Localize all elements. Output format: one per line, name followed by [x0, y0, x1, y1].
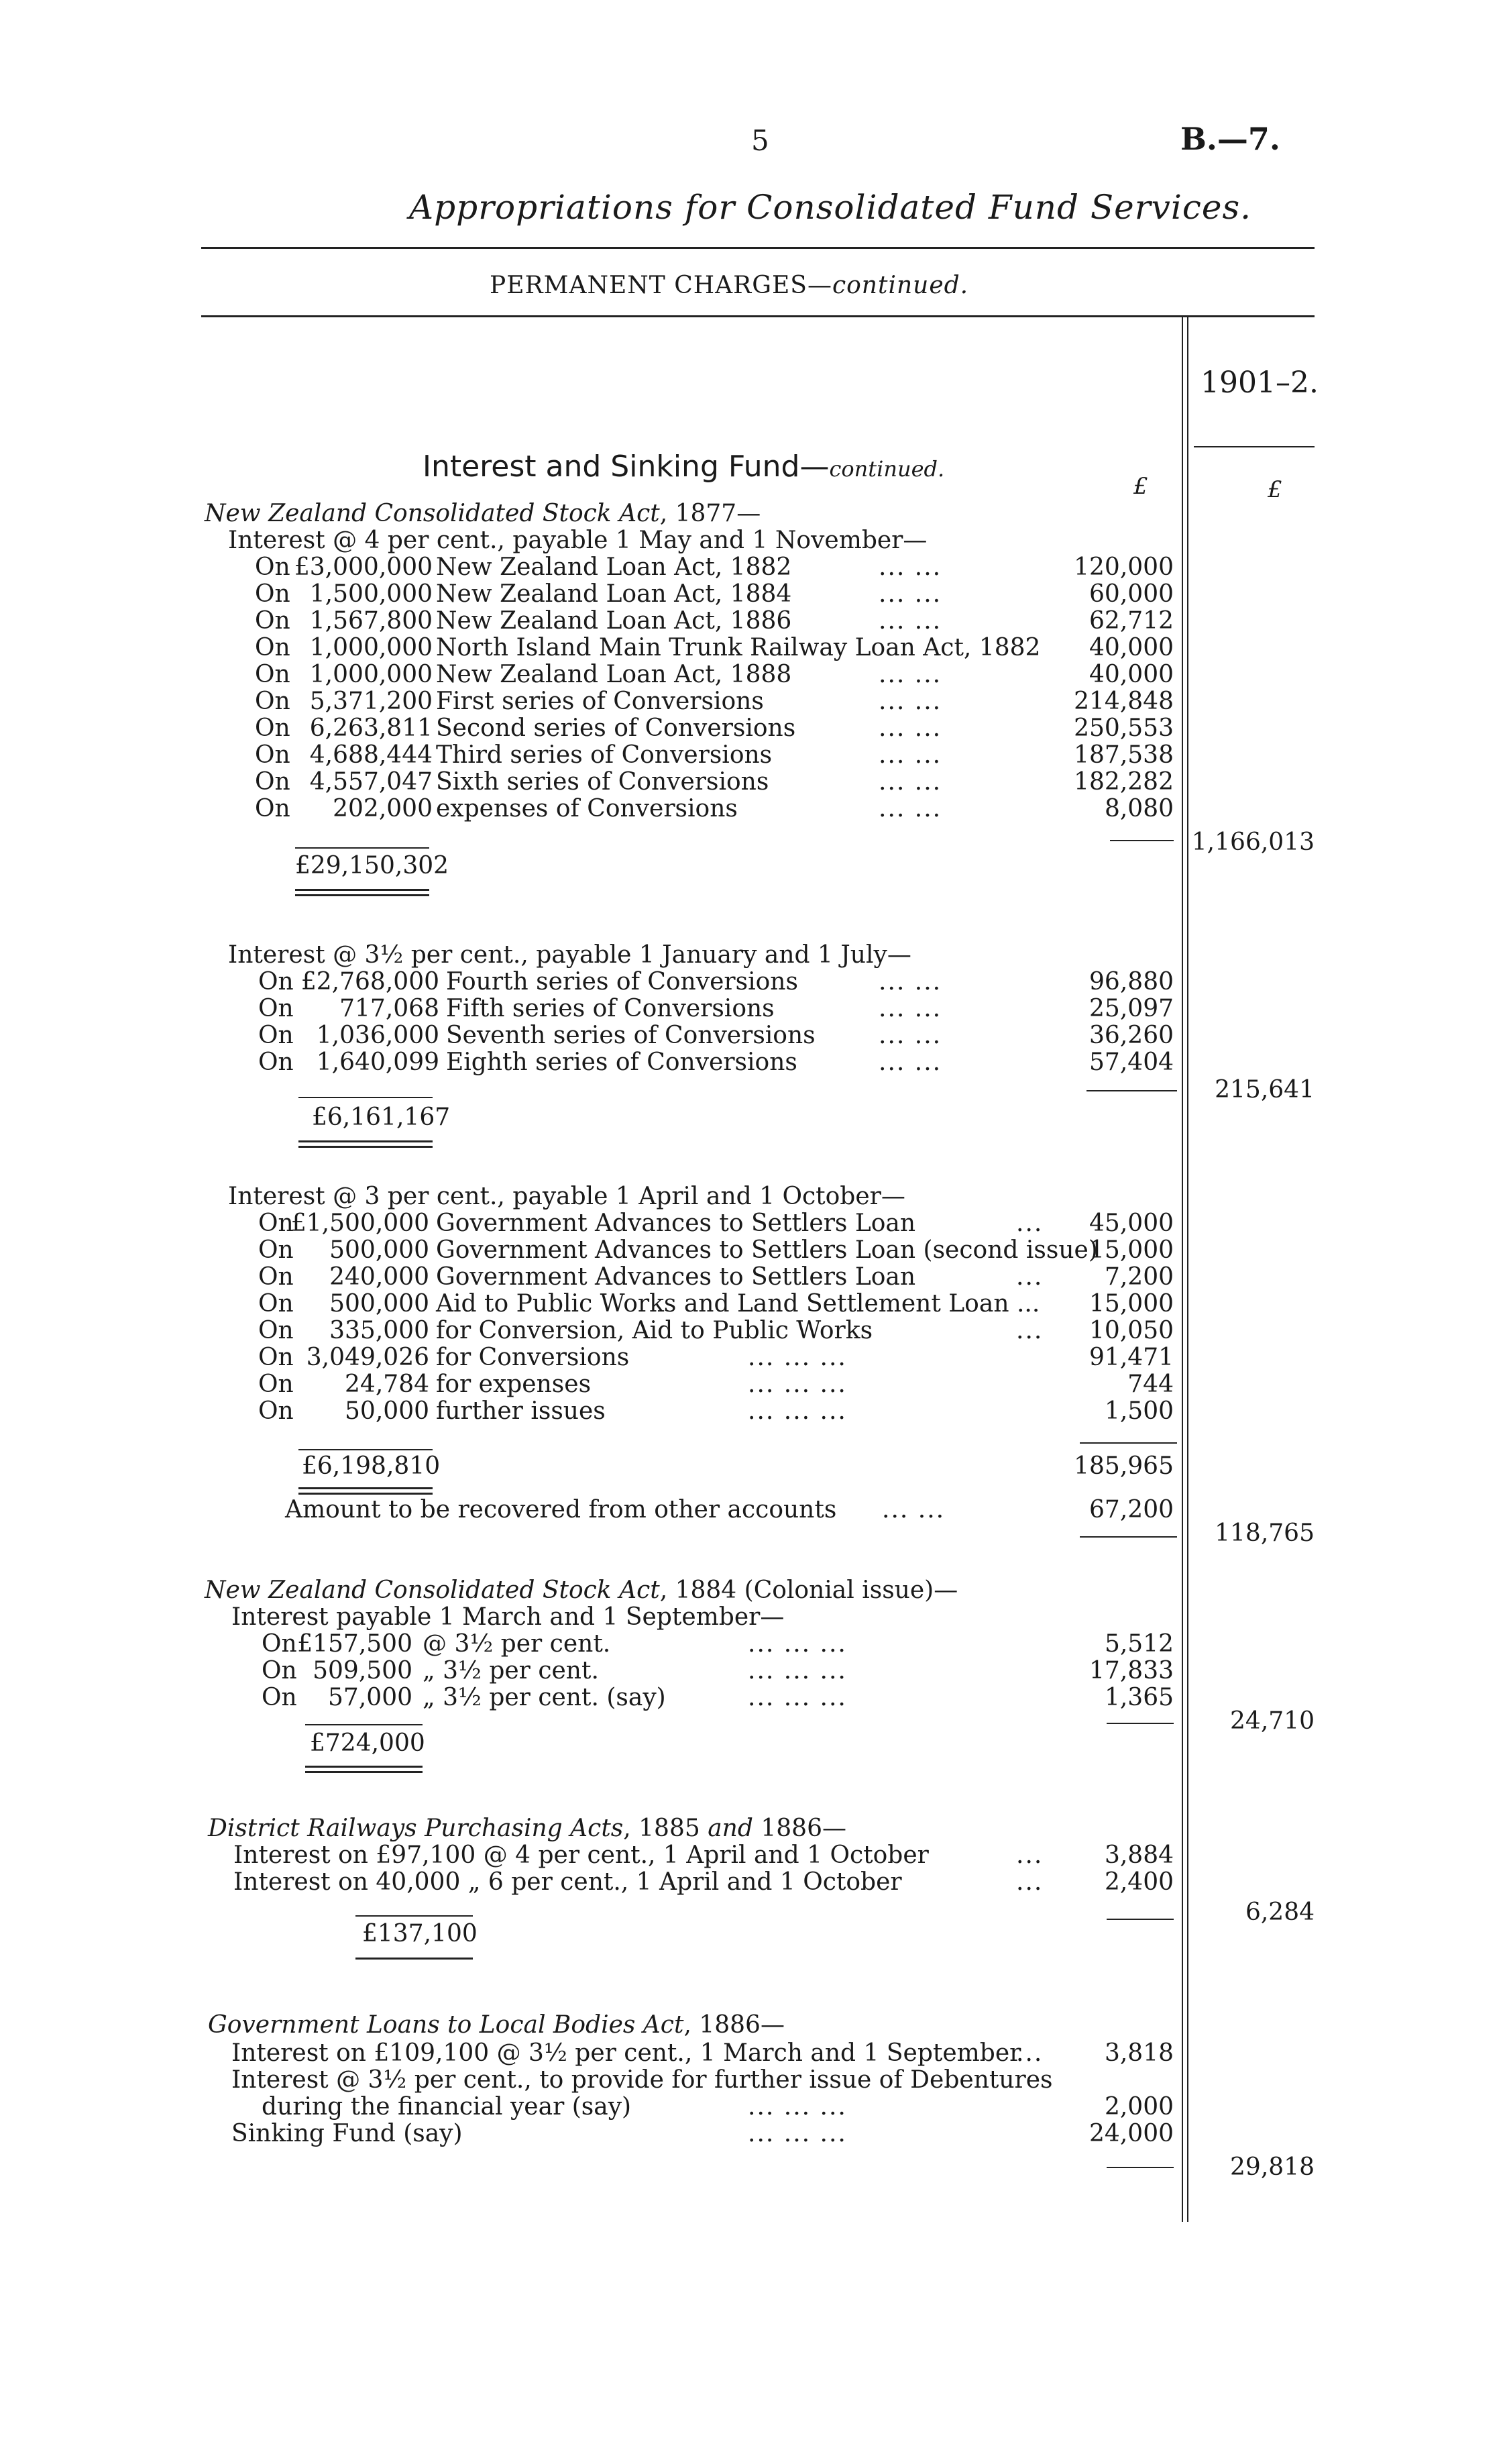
g5-act-name: District Railways Purchasing Acts: [208, 1815, 624, 1842]
g6-act-year: , 1886—: [683, 2011, 785, 2039]
row-amount: £3,000,000: [294, 553, 433, 581]
row-description: „ 3½ per cent. (say): [423, 1684, 666, 1711]
row-leader-dots: ... ... ...: [748, 1630, 847, 1658]
g3-subtotal-rule-top: [298, 1449, 433, 1450]
row-amount: 57,000: [328, 1684, 412, 1711]
g4-act: [205, 1576, 958, 1604]
g4-subtotal-rule-top: [305, 1724, 423, 1725]
row-on-label: On: [255, 714, 290, 742]
g6-row1: Interest on £109,100 @ 3½ per cent., 1 March and 1 September: [231, 2039, 1021, 2067]
g1-act-name: New Zealand Consolidated Stock Act: [205, 500, 660, 527]
row-on-label: On: [255, 580, 290, 608]
page-title: Appropriations for Consolidated Fund Services.: [409, 188, 1252, 227]
row-leader-dots: ... ...: [879, 580, 942, 608]
g2-column-rule: [1086, 1090, 1177, 1091]
row-description: New Zealand Loan Act, 1884: [436, 580, 792, 608]
row-value: 91,471: [1089, 1344, 1174, 1371]
g4-column-rule: [1107, 1723, 1174, 1724]
g6-row1-value: 3,818: [1104, 2039, 1174, 2067]
g3-column-subtotal: 185,965: [1074, 1452, 1174, 1480]
g1-total: 1,166,013: [1191, 828, 1315, 856]
row-description: Government Advances to Settlers Loan: [436, 1210, 916, 1237]
row-text: Interest on £97,100 @ 4 per cent., 1 April and 1 October: [233, 1841, 929, 1869]
column-divider-middle: [1182, 317, 1183, 2222]
row-value: 15,000: [1089, 1236, 1174, 1264]
row-value: 57,404: [1089, 1049, 1174, 1076]
row-description: New Zealand Loan Act, 1888: [436, 661, 792, 688]
row-amount: 1,640,099: [316, 1049, 439, 1076]
g6-column-rule: [1107, 2167, 1174, 2168]
row-leader-dots: ... ...: [879, 795, 942, 822]
row-on-label: On: [255, 661, 290, 688]
row-leader-dots: ...: [1016, 1317, 1044, 1344]
g2-total: 215,641: [1215, 1076, 1315, 1104]
g6-act-name: Government Loans to Local Bodies Act: [208, 2011, 684, 2039]
row-description: Government Advances to Settlers Loan: [436, 1263, 916, 1291]
row-on-label: On: [258, 1022, 294, 1049]
g6-row1-dots: ...: [1016, 2039, 1044, 2067]
g1-subtotal-rule-top: [295, 847, 429, 849]
g1-act-year: , 1877—: [659, 500, 761, 527]
g6-row3-value: 24,000: [1089, 2120, 1174, 2147]
g3-subtotal: £6,198,810: [302, 1452, 441, 1480]
pound-right-header: £: [1268, 476, 1282, 503]
row-leader-dots: ...: [1016, 1210, 1044, 1237]
row-description: Aid to Public Works and Land Settlement Loan ...: [436, 1290, 1040, 1318]
row-on-label: On: [255, 553, 290, 581]
g1-subtotal-rule-bottom2: [295, 894, 429, 896]
g6-act: [208, 2011, 785, 2039]
g2-subtotal-rule-top: [298, 1097, 433, 1098]
g6-row2-value: 2,000: [1104, 2093, 1174, 2121]
g4-heading: Interest payable 1 March and 1 September—: [231, 1603, 785, 1631]
row-value: 60,000: [1089, 580, 1174, 608]
g1-subtotal: £29,150,302: [295, 852, 449, 879]
g3-recover-dots: ... ...: [882, 1496, 946, 1523]
row-amount: 5,371,200: [309, 688, 433, 715]
row-description: New Zealand Loan Act, 1882: [436, 553, 792, 581]
g5-act: [208, 1815, 846, 1842]
row-text: Interest on 40,000 „ 6 per cent., 1 April and 1 October: [233, 1868, 902, 1896]
row-value: 182,282: [1074, 768, 1174, 796]
g6-row3-dots: ... ... ...: [748, 2120, 847, 2147]
row-on-label: On: [258, 1210, 294, 1237]
g3-recover-rule: [1080, 1536, 1177, 1538]
row-amount: 509,500: [313, 1657, 412, 1684]
row-amount: 500,000: [329, 1236, 429, 1264]
row-leader-dots: ... ...: [879, 714, 942, 742]
row-value: 40,000: [1089, 634, 1174, 661]
g6-row2b: during the financial year (say): [262, 2093, 632, 2121]
g5-subtotal: £137,100: [362, 1920, 478, 1947]
row-on-label: On: [258, 1317, 294, 1344]
row-leader-dots: ... ...: [879, 968, 942, 996]
row-amount: 335,000: [329, 1317, 429, 1344]
row-value: 40,000: [1089, 661, 1174, 688]
row-amount: 50,000: [345, 1397, 429, 1425]
section-title-main: Interest and Sinking Fund—: [423, 449, 830, 484]
row-on-label: On: [255, 688, 290, 715]
row-leader-dots: ... ... ...: [748, 1371, 847, 1398]
row-leader-dots: ... ... ...: [748, 1684, 847, 1711]
g3-recover-label: Amount to be recovered from other accounts: [285, 1496, 837, 1523]
row-amount: 240,000: [329, 1263, 429, 1291]
row-on-label: On: [262, 1684, 297, 1711]
row-value: 10,050: [1089, 1317, 1174, 1344]
g6-row2a: Interest @ 3½ per cent., to provide for further issue of Debentures: [231, 2066, 1053, 2094]
row-leader-dots: ... ...: [879, 768, 942, 796]
row-leader-dots: ... ...: [879, 688, 942, 715]
row-amount: 1,500,000: [309, 580, 433, 608]
row-value: 45,000: [1089, 1210, 1174, 1237]
row-amount: 202,000: [333, 795, 433, 822]
row-leader-dots: ... ...: [879, 661, 942, 688]
g4-act-name: New Zealand Consolidated Stock Act: [205, 1576, 660, 1604]
page-number: 5: [751, 124, 769, 157]
row-description: Government Advances to Settlers Loan (second issue): [436, 1236, 1098, 1264]
row-on-label: On: [255, 741, 290, 769]
row-value: 7,200: [1104, 1263, 1174, 1291]
row-description: North Island Main Trunk Railway Loan Act, 1882: [436, 634, 1041, 661]
row-description: „ 3½ per cent.: [423, 1657, 599, 1684]
row-leader-dots: ... ...: [879, 553, 942, 581]
row-on-label: On: [255, 634, 290, 661]
g5-column-rule: [1107, 1919, 1174, 1920]
section-title-continued: continued.: [829, 456, 945, 482]
column-divider-left: [1187, 317, 1188, 2222]
row-description: Sixth series of Conversions: [436, 768, 769, 796]
row-description: for Conversion, Aid to Public Works: [436, 1317, 873, 1344]
page-subtitle: [490, 272, 968, 299]
row-on-label: On: [255, 607, 290, 635]
g5-act-mid: , 1885: [623, 1815, 708, 1842]
row-amount: 500,000: [329, 1290, 429, 1318]
row-amount: 24,784: [345, 1371, 429, 1398]
row-leader-dots: ...: [1016, 1263, 1044, 1291]
row-leader-dots: ... ...: [879, 607, 942, 635]
g1-act: [205, 500, 761, 527]
row-amount: £2,768,000: [300, 968, 439, 996]
row-value: 1,365: [1104, 1684, 1174, 1711]
row-value: 5,512: [1104, 1630, 1174, 1658]
g2-heading: Interest @ 3½ per cent., payable 1 January and 1 July—: [228, 941, 911, 969]
row-leader-dots: ... ...: [879, 1049, 942, 1076]
row-description: New Zealand Loan Act, 1886: [436, 607, 792, 635]
row-leader-dots: ...: [1016, 1868, 1044, 1896]
row-amount: 3,049,026: [306, 1344, 429, 1371]
row-on-label: On: [258, 1263, 294, 1291]
g3-column-rule: [1080, 1442, 1177, 1444]
g6-total: 29,818: [1230, 2153, 1315, 2181]
row-on-label: On: [258, 1397, 294, 1425]
row-description: Eighth series of Conversions: [446, 1049, 797, 1076]
year-column-header: 1901–2.: [1201, 366, 1319, 400]
row-leader-dots: ... ... ...: [748, 1657, 847, 1684]
row-description: for expenses: [436, 1371, 592, 1398]
document-reference: B.—7.: [1180, 121, 1280, 157]
row-description: First series of Conversions: [436, 688, 764, 715]
row-description: Fifth series of Conversions: [446, 995, 775, 1022]
row-on-label: On: [258, 1236, 294, 1264]
row-value: 3,884: [1104, 1841, 1174, 1869]
row-leader-dots: ... ... ...: [748, 1344, 847, 1371]
g2-subtotal-rule-bottom2: [298, 1146, 433, 1148]
row-value: 96,880: [1089, 968, 1174, 996]
row-on-label: On: [258, 1290, 294, 1318]
row-value: 744: [1127, 1371, 1174, 1398]
g5-act-end: 1886—: [752, 1815, 846, 1842]
row-description: expenses of Conversions: [436, 795, 738, 822]
row-value: 214,848: [1074, 688, 1174, 715]
title-rule: [201, 247, 1315, 249]
subtitle-continued: continued.: [832, 272, 969, 299]
row-on-label: On: [258, 968, 294, 996]
g3-subtotal-rule-bottom: [298, 1487, 433, 1489]
g2-subtotal: £6,161,167: [312, 1104, 451, 1131]
row-leader-dots: ... ...: [879, 1022, 942, 1049]
row-leader-dots: ... ...: [879, 741, 942, 769]
row-on-label: On: [262, 1630, 297, 1658]
g4-subtotal-rule-bottom2: [305, 1771, 423, 1773]
section-title: [423, 449, 944, 484]
year-rule: [1194, 446, 1315, 447]
g5-act-and: and: [708, 1815, 753, 1842]
subtitle-main: PERMANENT CHARGES—: [490, 272, 832, 299]
row-value: 36,260: [1089, 1022, 1174, 1049]
row-amount: 6,263,811: [309, 714, 433, 742]
row-amount: £157,500: [297, 1630, 412, 1658]
row-on-label: On: [255, 768, 290, 796]
row-leader-dots: ... ... ...: [748, 1397, 847, 1425]
row-on-label: On: [262, 1657, 297, 1684]
row-description: Second series of Conversions: [436, 714, 796, 742]
row-amount: 717,068: [339, 995, 439, 1022]
row-leader-dots: ... ...: [879, 995, 942, 1022]
row-on-label: On: [258, 1344, 294, 1371]
row-value: 2,400: [1104, 1868, 1174, 1896]
g4-act-year: , 1884 (Colonial issue)—: [659, 1576, 958, 1604]
row-amount: 1,036,000: [316, 1022, 439, 1049]
g3-recover-value: 67,200: [1089, 1496, 1174, 1523]
row-amount: 1,000,000: [309, 634, 433, 661]
row-value: 8,080: [1104, 795, 1174, 822]
row-amount: 4,688,444: [309, 741, 433, 769]
g1-column-rule: [1110, 840, 1174, 841]
row-amount: 1,567,800: [309, 607, 433, 635]
row-description: Third series of Conversions: [436, 741, 773, 769]
g4-total: 24,710: [1230, 1707, 1315, 1735]
row-value: 62,712: [1089, 607, 1174, 635]
g5-subtotal-rule-top: [355, 1915, 473, 1917]
row-leader-dots: ...: [1016, 1841, 1044, 1869]
row-value: 17,833: [1089, 1657, 1174, 1684]
g5-total: 6,284: [1245, 1898, 1315, 1926]
g5-subtotal-rule-bottom: [355, 1958, 473, 1960]
row-description: Fourth series of Conversions: [446, 968, 798, 996]
row-value: 250,553: [1074, 714, 1174, 742]
row-description: Seventh series of Conversions: [446, 1022, 816, 1049]
g1-heading: Interest @ 4 per cent., payable 1 May and 1 November—: [228, 527, 928, 554]
row-value: 120,000: [1074, 553, 1174, 581]
row-value: 15,000: [1089, 1290, 1174, 1318]
row-amount: £1,500,000: [290, 1210, 429, 1237]
row-value: 187,538: [1074, 741, 1174, 769]
row-amount: 1,000,000: [309, 661, 433, 688]
row-value: 1,500: [1104, 1397, 1174, 1425]
row-on-label: On: [258, 1371, 294, 1398]
row-description: further issues: [436, 1397, 606, 1425]
row-description: for Conversions: [436, 1344, 630, 1371]
pound-left-header: £: [1133, 473, 1148, 500]
row-on-label: On: [258, 995, 294, 1022]
g3-heading: Interest @ 3 per cent., payable 1 April and 1 October—: [228, 1183, 905, 1210]
row-on-label: On: [258, 1049, 294, 1076]
g4-subtotal-rule-bottom: [305, 1766, 423, 1768]
g3-total: 118,765: [1215, 1519, 1315, 1547]
g1-subtotal-rule-bottom: [295, 889, 429, 891]
g2-subtotal-rule-bottom: [298, 1140, 433, 1142]
g6-row3: Sinking Fund (say): [231, 2120, 463, 2147]
g3-subtotal-rule-bottom2: [298, 1493, 433, 1495]
row-value: 25,097: [1089, 995, 1174, 1022]
subtitle-rule: [201, 315, 1315, 317]
row-description: @ 3½ per cent.: [423, 1630, 611, 1658]
row-amount: 4,557,047: [309, 768, 433, 796]
g6-row2-dots: ... ... ...: [748, 2093, 847, 2121]
g4-subtotal: £724,000: [310, 1729, 425, 1757]
row-on-label: On: [255, 795, 290, 822]
